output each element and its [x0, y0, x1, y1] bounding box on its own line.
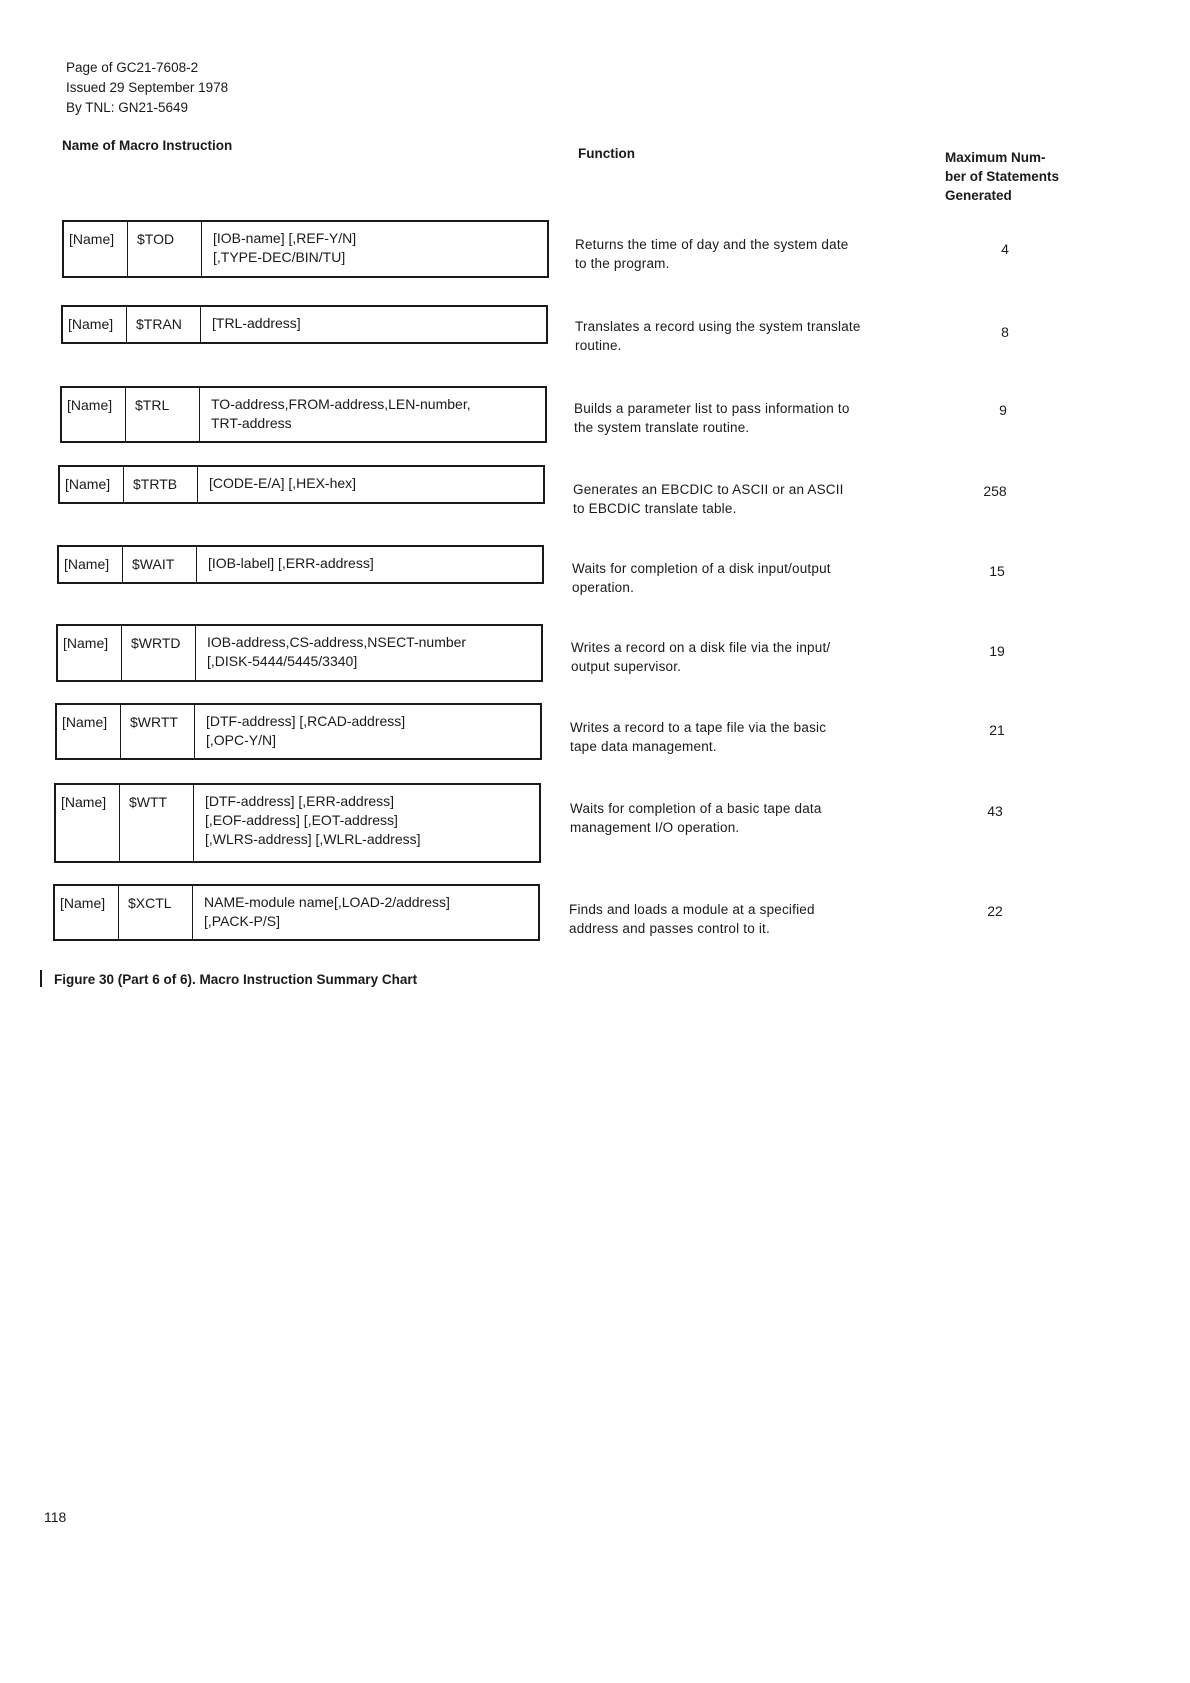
macro-name-cell: [Name]: [56, 785, 120, 861]
header-tnl: By TNL: GN21-5649: [66, 100, 189, 115]
function-description: [575, 235, 849, 273]
macro-name-cell: [Name]: [64, 222, 128, 276]
document-header: [66, 58, 228, 118]
max-statements: 21: [989, 722, 1005, 738]
macro-operands-cell: [201, 307, 546, 342]
operand-line: IOB-address,CS-address,NSECT-number: [207, 634, 467, 650]
operand-line: [,WLRS-address] [,WLRL-address]: [205, 831, 421, 847]
function-line: output supervisor.: [571, 659, 682, 674]
figure-caption-text: Figure 30 (Part 6 of 6). Macro Instruction Summary Chart: [54, 972, 418, 987]
macro-mnemonic-cell: $TRL: [126, 388, 200, 441]
function-description: [575, 317, 861, 355]
function-line: tape data management.: [570, 739, 717, 754]
max-statements: 19: [989, 643, 1005, 659]
macro-mnemonic-cell: $WTT: [120, 785, 194, 861]
operand-line: [,DISK-5444/5445/3340]: [207, 653, 358, 669]
macro-name-cell: [Name]: [59, 547, 123, 582]
column-heading-function: Function: [578, 146, 635, 161]
operand-line: [CODE-E/A] [,HEX-hex]: [209, 475, 357, 491]
operand-line: [IOB-name] [,REF-Y/N]: [213, 230, 357, 246]
column-heading-max-line2: ber of Statements: [945, 169, 1060, 184]
max-statements: 8: [1001, 324, 1009, 340]
macro-mnemonic-cell: $TRAN: [127, 307, 201, 342]
function-description: [571, 638, 830, 676]
macro-mnemonic-cell: $WRTT: [121, 705, 195, 758]
operand-line: [,OPC-Y/N]: [206, 732, 277, 748]
max-statements: 9: [999, 402, 1007, 418]
macro-name-cell: [Name]: [55, 886, 119, 939]
macro-mnemonic-cell: $TOD: [128, 222, 202, 276]
function-line: routine.: [575, 338, 622, 353]
macro-format-box: [53, 884, 540, 941]
max-statements: 22: [987, 903, 1003, 919]
operand-line: [,TYPE-DEC/BIN/TU]: [213, 249, 346, 265]
macro-name-cell: [Name]: [57, 705, 121, 758]
revision-bar: [40, 970, 42, 987]
function-line: Translates a record using the system translate: [575, 319, 861, 334]
column-heading-max: [945, 148, 1085, 205]
macro-name-cell: [Name]: [58, 626, 122, 680]
macro-operands-cell: [202, 222, 547, 276]
column-heading-max-line1: Maximum Num-: [945, 150, 1046, 165]
macro-mnemonic-cell: $XCTL: [119, 886, 193, 939]
max-statements: 43: [987, 803, 1003, 819]
function-line: Generates an EBCDIC to ASCII or an ASCII: [573, 482, 844, 497]
function-line: Writes a record to a tape file via the basic: [570, 720, 827, 735]
macro-operands-cell: [194, 785, 539, 861]
macro-operands-cell: [195, 705, 540, 758]
max-statements: 15: [989, 563, 1005, 579]
function-description: [572, 559, 831, 597]
macro-format-box: [61, 305, 548, 344]
macro-format-box: [62, 220, 549, 278]
function-description: [570, 718, 826, 756]
page-number: 118: [44, 1509, 67, 1525]
function-line: management I/O operation.: [570, 820, 740, 835]
macro-operands-cell: [193, 886, 538, 939]
macro-format-box: [55, 703, 542, 760]
operand-line: [,PACK-P/S]: [204, 913, 280, 929]
function-line: operation.: [572, 580, 635, 595]
function-description: [574, 399, 850, 437]
operand-line: [DTF-address] [,ERR-address]: [205, 793, 395, 809]
function-description: [570, 799, 822, 837]
column-heading-max-line3: Generated: [945, 188, 1012, 203]
operand-line: [,EOF-address] [,EOT-address]: [205, 812, 398, 828]
macro-format-box: [60, 386, 547, 443]
function-line: to EBCDIC translate table.: [573, 501, 737, 516]
function-line: Writes a record on a disk file via the input/: [571, 640, 831, 655]
function-line: Waits for completion of a disk input/output: [572, 561, 831, 576]
macro-operands-cell: [196, 626, 541, 680]
operand-line: [IOB-label] [,ERR-address]: [208, 555, 374, 571]
macro-operands-cell: [198, 467, 543, 502]
function-line: Builds a parameter list to pass information to: [574, 401, 850, 416]
column-heading-name: Name of Macro Instruction: [62, 138, 233, 153]
macro-name-cell: [Name]: [62, 388, 126, 441]
function-line: Waits for completion of a basic tape data: [570, 801, 822, 816]
operand-line: TRT-address: [211, 415, 292, 431]
operand-line: TO-address,FROM-address,LEN-number,: [211, 396, 471, 412]
function-line: address and passes control to it.: [569, 921, 770, 936]
macro-mnemonic-cell: $TRTB: [124, 467, 198, 502]
function-line: Returns the time of day and the system date: [575, 237, 849, 252]
max-statements: 4: [1001, 241, 1009, 257]
operand-line: [DTF-address] [,RCAD-address]: [206, 713, 406, 729]
function-description: [573, 480, 844, 518]
macro-mnemonic-cell: $WRTD: [122, 626, 196, 680]
macro-name-cell: [Name]: [63, 307, 127, 342]
macro-mnemonic-cell: $WAIT: [123, 547, 197, 582]
function-line: to the program.: [575, 256, 670, 271]
max-statements: 258: [983, 483, 1007, 499]
figure-caption: [40, 970, 417, 987]
header-page-of: Page of GC21-7608-2: [66, 60, 199, 75]
macro-format-box: [54, 783, 541, 863]
macro-operands-cell: [197, 547, 542, 582]
macro-operands-cell: [200, 388, 545, 441]
macro-format-box: [57, 545, 544, 584]
function-line: the system translate routine.: [574, 420, 750, 435]
macro-format-box: [58, 465, 545, 504]
macro-format-box: [56, 624, 543, 682]
macro-name-cell: [Name]: [60, 467, 124, 502]
operand-line: NAME-module name[,LOAD-2/address]: [204, 894, 450, 910]
operand-line: [TRL-address]: [212, 315, 301, 331]
header-issued: Issued 29 September 1978: [66, 80, 229, 95]
function-line: Finds and loads a module at a specified: [569, 902, 815, 917]
function-description: [569, 900, 815, 938]
